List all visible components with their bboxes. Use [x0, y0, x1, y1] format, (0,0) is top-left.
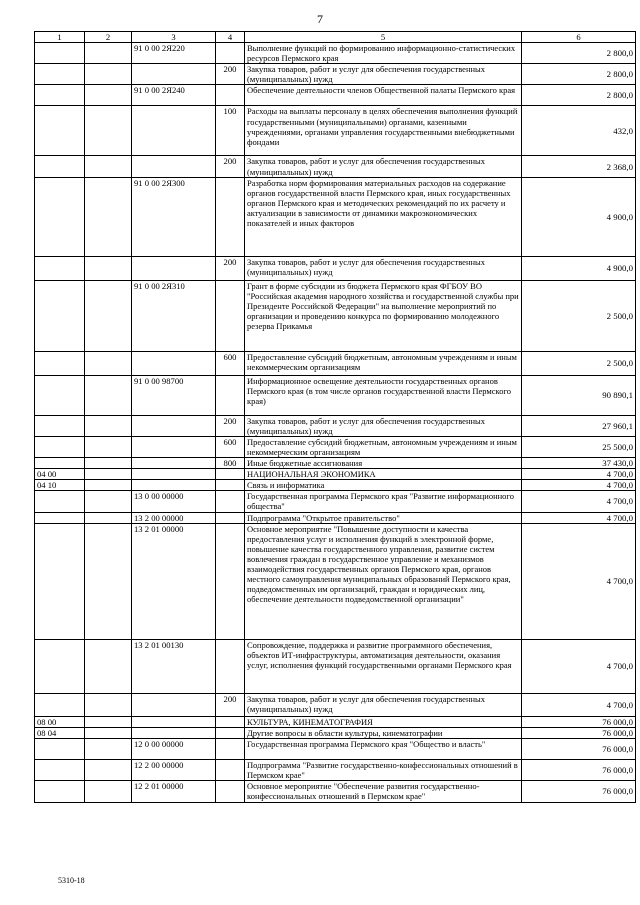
expense-type-code: 200: [216, 64, 245, 85]
table-row: [35, 716, 636, 727]
section-code: [35, 780, 85, 802]
expense-type-code: [216, 85, 245, 106]
item-name: КУЛЬТУРА, КИНЕМАТОГРАФИЯ: [245, 716, 522, 727]
item-name: Обеспечение деятельности членов Общественной палаты Пермского края: [245, 85, 522, 106]
table-row: [35, 177, 636, 256]
table-row: [35, 280, 636, 351]
subsection-code: [85, 512, 132, 523]
item-name: Информационное освещение деятельности государственных органов Пермского края (в том числе органов государственной власти Пермского края): [245, 375, 522, 415]
section-code: [35, 106, 85, 156]
item-name: Подпрограмма "Развитие государственно-конфессиональных отношений в Пермском крае": [245, 759, 522, 780]
expense-type-code: [216, 523, 245, 639]
table-row: [35, 693, 636, 716]
amount: 90 890,1: [522, 375, 636, 415]
section-code: [35, 491, 85, 512]
expense-type-code: [216, 639, 245, 693]
page-number: 7: [317, 12, 323, 26]
expense-type-code: [216, 43, 245, 64]
subsection-code: [85, 64, 132, 85]
table-row: [35, 727, 636, 738]
section-code: [35, 64, 85, 85]
amount: 4 700,0: [522, 480, 636, 491]
table-row: [35, 43, 636, 64]
subsection-code: [85, 415, 132, 436]
subsection-code: [85, 759, 132, 780]
item-name: Закупка товаров, работ и услуг для обеспечения государственных (муниципальных) нужд: [245, 415, 522, 436]
item-name: Основное мероприятие "Повышение доступности и качества предоставления услуг и исполнения функций в электронной форме, повышение качества государственного управления, развитие систем вовлечения граждан в государственное управление и механизмов взаимодействия государственных органов Пермского края, органов местного самоуправления муниципальных образований Пермского края, подведомственных им организаций, граждан и юридических лиц, обеспечение деятельности подведомственной организации": [245, 523, 522, 639]
table-row: [35, 436, 636, 457]
table-row: [35, 469, 636, 480]
section-code: [35, 738, 85, 759]
table-row: [35, 480, 636, 491]
table-row: [35, 512, 636, 523]
amount: 37 430,0: [522, 458, 636, 469]
column-number: 1: [35, 32, 85, 43]
item-name: Разработка норм формирования материальных расходов на содержание органов государственной власти Пермского края, иных государственных органов Пермского края и методических рекомендаций по их расчету и актуализации в зависимости от динамики макроэкономических показателей и иных факторов: [245, 177, 522, 256]
subsection-code: [85, 469, 132, 480]
expense-type-code: [216, 491, 245, 512]
amount: 2 800,0: [522, 43, 636, 64]
target-article-code: [132, 156, 216, 177]
expense-type-code: [216, 716, 245, 727]
expense-type-code: 200: [216, 156, 245, 177]
subsection-code: [85, 156, 132, 177]
amount: 432,0: [522, 106, 636, 156]
target-article-code: [132, 469, 216, 480]
expense-type-code: 200: [216, 415, 245, 436]
subsection-code: [85, 693, 132, 716]
item-name: Предоставление субсидий бюджетным, автономным учреждениям и иным некоммерческим организациям: [245, 351, 522, 375]
item-name: Расходы на выплаты персоналу в целях обеспечения выполнения функций государственными (муниципальными) органами, казенными учреждениями, органами управления государственными внебюджетными фондами: [245, 106, 522, 156]
footer-code: 5310-18: [58, 876, 85, 885]
table-row: [35, 351, 636, 375]
table-row: [35, 415, 636, 436]
expense-type-code: [216, 280, 245, 351]
target-article-code: [132, 693, 216, 716]
subsection-code: [85, 85, 132, 106]
expense-type-code: 600: [216, 351, 245, 375]
target-article-code: 12 0 00 00000: [132, 738, 216, 759]
subsection-code: [85, 256, 132, 280]
amount: 2 800,0: [522, 64, 636, 85]
section-code: [35, 458, 85, 469]
section-code: [35, 177, 85, 256]
target-article-code: [132, 256, 216, 280]
subsection-code: [85, 436, 132, 457]
amount: 25 500,0: [522, 436, 636, 457]
subsection-code: [85, 780, 132, 802]
expense-type-code: [216, 759, 245, 780]
subsection-code: [85, 639, 132, 693]
item-name: Грант в форме субсидии из бюджета Пермского края ФГБОУ ВО "Российская академия народного хозяйства и государственной службы при Президенте Российской Федерации" на выполнение мероприятий по организации и проведению конкурса по формированию молодежного резерва Прикамья: [245, 280, 522, 351]
section-code: [35, 693, 85, 716]
amount: 76 000,0: [522, 716, 636, 727]
column-number: 6: [522, 32, 636, 43]
subsection-code: [85, 716, 132, 727]
item-name: Закупка товаров, работ и услуг для обеспечения государственных (муниципальных) нужд: [245, 693, 522, 716]
section-code: [35, 375, 85, 415]
subsection-code: [85, 727, 132, 738]
expense-type-code: [216, 780, 245, 802]
table-row: [35, 759, 636, 780]
expense-type-code: 100: [216, 106, 245, 156]
table-row: [35, 738, 636, 759]
subsection-code: [85, 177, 132, 256]
section-code: [35, 256, 85, 280]
section-code: 04 10: [35, 480, 85, 491]
table-row: [35, 64, 636, 85]
section-code: [35, 415, 85, 436]
item-name: Закупка товаров, работ и услуг для обеспечения государственных (муниципальных) нужд: [245, 64, 522, 85]
item-name: НАЦИОНАЛЬНАЯ ЭКОНОМИКА: [245, 469, 522, 480]
item-name: Государственная программа Пермского края "Развитие информационного общества": [245, 491, 522, 512]
column-number: 4: [216, 32, 245, 43]
section-code: [35, 156, 85, 177]
subsection-code: [85, 491, 132, 512]
subsection-code: [85, 351, 132, 375]
section-code: [35, 523, 85, 639]
expense-type-code: [216, 375, 245, 415]
target-article-code: [132, 716, 216, 727]
table-row: [35, 375, 636, 415]
column-number: 3: [132, 32, 216, 43]
expense-type-code: [216, 727, 245, 738]
expense-type-code: [216, 512, 245, 523]
target-article-code: 13 2 01 00130: [132, 639, 216, 693]
subsection-code: [85, 43, 132, 64]
expense-type-code: 200: [216, 256, 245, 280]
item-name: Государственная программа Пермского края "Общество и власть": [245, 738, 522, 759]
item-name: Другие вопросы в области культуры, кинематографии: [245, 727, 522, 738]
amount: 27 960,1: [522, 415, 636, 436]
table-row: [35, 491, 636, 512]
table-row: [35, 523, 636, 639]
section-code: [35, 85, 85, 106]
table-row: [35, 256, 636, 280]
budget-table: [34, 31, 636, 803]
amount: 4 700,0: [522, 639, 636, 693]
target-article-code: [132, 415, 216, 436]
section-code: [35, 639, 85, 693]
target-article-code: 91 0 00 2Я300: [132, 177, 216, 256]
section-code: [35, 759, 85, 780]
table-row: [35, 639, 636, 693]
section-code: [35, 280, 85, 351]
target-article-code: [132, 64, 216, 85]
subsection-code: [85, 738, 132, 759]
amount: 76 000,0: [522, 738, 636, 759]
target-article-code: 13 2 01 00000: [132, 523, 216, 639]
amount: 76 000,0: [522, 780, 636, 802]
subsection-code: [85, 375, 132, 415]
item-name: Предоставление субсидий бюджетным, автономным учреждениям и иным некоммерческим организациям: [245, 436, 522, 457]
section-code: [35, 512, 85, 523]
subsection-code: [85, 480, 132, 491]
amount: 4 700,0: [522, 469, 636, 480]
expense-type-code: [216, 480, 245, 491]
target-article-code: 13 2 00 00000: [132, 512, 216, 523]
table-row: [35, 156, 636, 177]
amount: 4 700,0: [522, 693, 636, 716]
table-row: [35, 458, 636, 469]
item-name: Сопровождение, поддержка и развитие программного обеспечения, объектов ИТ-инфраструктуры, автоматизация деятельности, оказания услуг, исполнения функций государственными органами Пермского края: [245, 639, 522, 693]
item-name: Выполнение функций по формированию информационно-статистических ресурсов Пермского края: [245, 43, 522, 64]
target-article-code: 91 0 00 2Я220: [132, 43, 216, 64]
section-code: 04 00: [35, 469, 85, 480]
target-article-code: 91 0 00 98700: [132, 375, 216, 415]
column-number: 5: [245, 32, 522, 43]
item-name: Закупка товаров, работ и услуг для обеспечения государственных (муниципальных) нужд: [245, 156, 522, 177]
amount: 4 700,0: [522, 491, 636, 512]
amount: 4 700,0: [522, 523, 636, 639]
table-row: [35, 780, 636, 802]
expense-type-code: [216, 469, 245, 480]
item-name: Связь и информатика: [245, 480, 522, 491]
target-article-code: [132, 351, 216, 375]
table-row: [35, 85, 636, 106]
section-code: 08 00: [35, 716, 85, 727]
expense-type-code: 200: [216, 693, 245, 716]
amount: 4 900,0: [522, 177, 636, 256]
amount: 4 700,0: [522, 512, 636, 523]
expense-type-code: 800: [216, 458, 245, 469]
item-name: Закупка товаров, работ и услуг для обеспечения государственных (муниципальных) нужд: [245, 256, 522, 280]
subsection-code: [85, 280, 132, 351]
section-code: [35, 43, 85, 64]
section-code: [35, 351, 85, 375]
target-article-code: [132, 727, 216, 738]
target-article-code: [132, 436, 216, 457]
target-article-code: 12 2 00 00000: [132, 759, 216, 780]
target-article-code: 91 0 00 2Я240: [132, 85, 216, 106]
item-name: Иные бюджетные ассигнования: [245, 458, 522, 469]
subsection-code: [85, 106, 132, 156]
item-name: Основное мероприятие "Обеспечение развития государственно-конфессиональных отношений в Пермском крае": [245, 780, 522, 802]
target-article-code: 13 0 00 00000: [132, 491, 216, 512]
subsection-code: [85, 458, 132, 469]
amount: 2 800,0: [522, 85, 636, 106]
target-article-code: [132, 106, 216, 156]
amount: 76 000,0: [522, 759, 636, 780]
amount: 2 500,0: [522, 351, 636, 375]
target-article-code: [132, 480, 216, 491]
section-code: [35, 436, 85, 457]
column-number-row: [35, 32, 636, 43]
column-number: 2: [85, 32, 132, 43]
target-article-code: [132, 458, 216, 469]
expense-type-code: [216, 177, 245, 256]
target-article-code: 12 2 01 00000: [132, 780, 216, 802]
table-row: [35, 106, 636, 156]
expense-type-code: 600: [216, 436, 245, 457]
subsection-code: [85, 523, 132, 639]
expense-type-code: [216, 738, 245, 759]
target-article-code: 91 0 00 2Я310: [132, 280, 216, 351]
item-name: Подпрограмма "Открытое правительство": [245, 512, 522, 523]
amount: 4 900,0: [522, 256, 636, 280]
section-code: 08 04: [35, 727, 85, 738]
amount: 76 000,0: [522, 727, 636, 738]
amount: 2 368,0: [522, 156, 636, 177]
amount: 2 500,0: [522, 280, 636, 351]
